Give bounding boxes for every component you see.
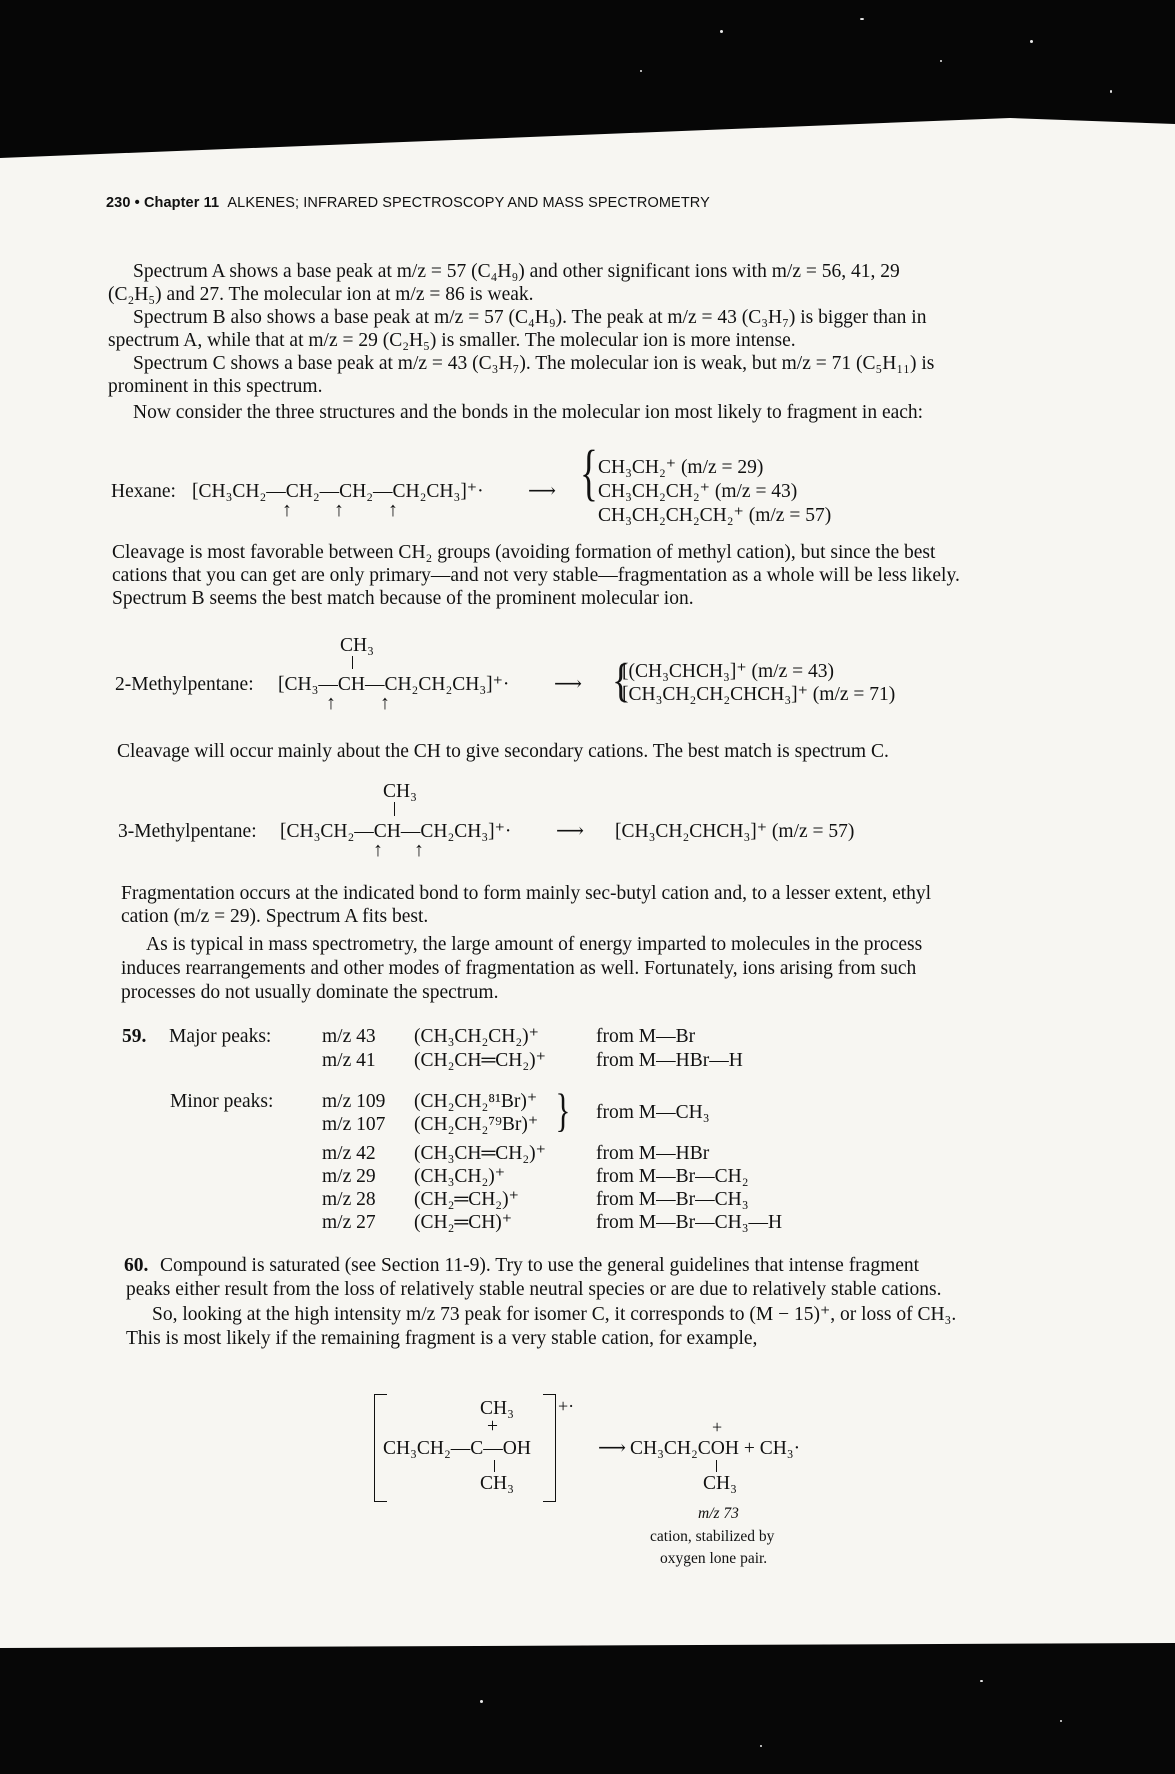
- paragraph-line: Spectrum C shows a base peak at m/z = 43 (C₃H₇). The molecular ion is weak, but m/z = 71 (C₅H₁₁) is: [133, 353, 935, 374]
- right-bracket-icon: [543, 1394, 556, 1502]
- major-peaks-label: Major peaks:: [169, 1026, 272, 1047]
- peak-origin: from M—Br—CH₂: [596, 1166, 749, 1187]
- methylpentane2-formula: [CH₃—CH—CH₂CH₂CH₃]⁺·: [278, 674, 510, 695]
- scan-speck: [480, 1700, 483, 1703]
- methylpentane3-formula: [CH₃CH₂—CH—CH₂CH₃]⁺·: [280, 821, 512, 842]
- fragment-caption: oxygen lone pair.: [660, 1550, 768, 1567]
- paragraph-line: spectrum A, while that at m/z = 29 (C₂H₅) is smaller. The molecular ion is more intense.: [108, 330, 796, 351]
- methylpentane3-label: 3-Methylpentane:: [118, 821, 257, 842]
- scan-speck: [760, 1745, 762, 1747]
- peak-origin: from M—CH₃: [596, 1102, 710, 1123]
- scan-speck: [640, 70, 642, 72]
- fragment-mz: m/z 73: [698, 1505, 739, 1522]
- paragraph-line: Fragmentation occurs at the indicated bond to form mainly sec-butyl cation and, to a lesser extent, ethyl: [121, 883, 932, 904]
- peak-ion: (CH₃CH═CH₂)⁺: [414, 1143, 546, 1164]
- cleavage-arrow-icon: ↑: [373, 839, 383, 861]
- bond-line: [394, 802, 395, 816]
- left-brace-icon: {: [611, 655, 630, 707]
- page-number: 230: [106, 195, 131, 211]
- peak-mz: m/z 29: [322, 1166, 376, 1187]
- scan-speck: [860, 18, 864, 20]
- problem-number: 60.: [124, 1255, 149, 1276]
- peak-mz: m/z 107: [322, 1114, 386, 1135]
- peak-origin: from M—HBr—H: [596, 1050, 743, 1071]
- peak-origin: from M—Br—CH₃—H: [596, 1212, 783, 1233]
- reaction-arrow: ⟶: [528, 481, 556, 502]
- reaction-arrow: ⟶: [554, 674, 582, 695]
- scan-speck: [1060, 1720, 1062, 1722]
- left-brace-icon: {: [579, 439, 598, 507]
- methyl-substituent: CH₃: [480, 1398, 514, 1419]
- peak-ion: (CH₂═CH)⁺: [414, 1212, 513, 1233]
- methyl-substituent: CH₃: [383, 781, 417, 802]
- paragraph-line: Spectrum A shows a base peak at m/z = 57 (C₄H₉) and other significant ions with m/z = 56, 41, 29: [133, 261, 900, 282]
- reaction-arrow: ⟶: [598, 1438, 626, 1459]
- scan-speck: [940, 60, 942, 62]
- bond-line: [352, 656, 353, 669]
- peak-ion: (CH₂═CH₂)⁺: [414, 1189, 519, 1210]
- cleavage-cross-icon: +: [487, 1416, 498, 1437]
- paragraph-line: prominent in this spectrum.: [108, 376, 323, 397]
- peak-mz: m/z 27: [322, 1212, 376, 1233]
- peak-ion: (CH₂CH₂⁸¹Br)⁺: [414, 1091, 538, 1112]
- bond-line: [494, 1460, 495, 1472]
- peak-origin: from M—HBr: [596, 1143, 710, 1164]
- product-ion: [CH₃CH₂CH₂CHCH₃]⁺ (m/z = 71): [622, 684, 896, 705]
- peak-origin: from M—Br: [596, 1026, 696, 1047]
- paragraph-line: (C₂H₅) and 27. The molecular ion at m/z = 86 is weak.: [108, 284, 534, 305]
- peak-ion: (CH₃CH₂CH₂)⁺: [414, 1026, 539, 1047]
- paragraph-line: Spectrum B seems the best match because of the prominent molecular ion.: [112, 588, 694, 609]
- paragraph-line: Compound is saturated (see Section 11-9). Try to use the general guidelines that intense fragment: [160, 1255, 920, 1276]
- peak-ion: (CH₂CH₂⁷⁹Br)⁺: [414, 1114, 539, 1135]
- paragraph-line: processes do not usually dominate the spectrum.: [121, 982, 499, 1003]
- hexane-label: Hexane:: [111, 481, 176, 502]
- paragraph-line: peaks either result from the loss of relatively stable neutral species or are due to relatively stable cations.: [126, 1279, 942, 1300]
- paragraph-line: Cleavage will occur mainly about the CH to give secondary cations. The best match is spectrum C.: [117, 741, 889, 762]
- methyl-substituent: CH₃: [703, 1473, 737, 1494]
- peak-mz: m/z 28: [322, 1189, 376, 1210]
- peak-mz: m/z 42: [322, 1143, 376, 1164]
- scan-speck: [1110, 90, 1112, 93]
- peak-mz: m/z 109: [322, 1091, 386, 1112]
- methyl-substituent: CH₃: [480, 1473, 514, 1494]
- cleavage-arrow-icon: ↑: [380, 692, 390, 714]
- paragraph-line: Now consider the three structures and the bonds in the molecular ion most likely to fragment in each:: [133, 402, 924, 423]
- bond-line: [716, 1460, 717, 1472]
- fragment-products: CH₃CH₂COH + CH₃·: [630, 1438, 801, 1459]
- cleavage-arrow-icon: ↑: [282, 499, 292, 521]
- chapter-title: ALKENES; INFRARED SPECTROSCOPY AND MASS SPECTROMETRY: [227, 195, 710, 211]
- paragraph-line: cation (m/z = 29). Spectrum A fits best.: [121, 906, 429, 927]
- peak-origin: from M—Br—CH₃: [596, 1189, 749, 1210]
- peak-ion: (CH₃CH₂)⁺: [414, 1166, 506, 1187]
- methylpentane2-label: 2-Methylpentane:: [115, 674, 254, 695]
- fragment-caption: cation, stabilized by: [650, 1528, 775, 1545]
- problem-number: 59.: [122, 1026, 147, 1047]
- paragraph-line: Spectrum B also shows a base peak at m/z = 57 (C₄H₉). The peak at m/z = 43 (C₃H₇) is bigger than in: [133, 307, 927, 328]
- paragraph-line: cations that you can get are only primary—and not very stable—fragmentation as a whole will be less likely.: [112, 565, 960, 586]
- paragraph-line: This is most likely if the remaining fragment is a very stable cation, for example,: [126, 1328, 758, 1349]
- product-ion: CH₃CH₂⁺ (m/z = 29): [598, 457, 764, 478]
- reaction-arrow: ⟶: [556, 821, 584, 842]
- running-header: [106, 195, 710, 211]
- cleavage-arrow-icon: ↑: [326, 692, 336, 714]
- paragraph-line: induces rearrangements and other modes of fragmentation as well. Fortunately, ions arising from such: [121, 958, 917, 979]
- peak-mz: m/z 41: [322, 1050, 376, 1071]
- hexane-formula: [CH₃CH₂—CH₂—CH₂—CH₂CH₃]⁺·: [192, 481, 484, 502]
- scan-background-bottom: [0, 1640, 1175, 1774]
- paragraph-line: As is typical in mass spectrometry, the large amount of energy imparted to molecules in the process: [146, 934, 923, 955]
- scan-speck: [720, 30, 723, 33]
- product-ion: [CH₃CH₂CHCH₃]⁺ (m/z = 57): [615, 821, 855, 842]
- cleavage-arrow-icon: ↑: [334, 499, 344, 521]
- cleavage-arrow-icon: ↑: [388, 499, 398, 521]
- minor-peaks-label: Minor peaks:: [170, 1091, 274, 1112]
- right-brace-icon: }: [555, 1085, 571, 1137]
- chapter-label: Chapter 11: [143, 195, 220, 211]
- cleavage-arrow-icon: ↑: [414, 839, 424, 861]
- product-ion: CH₃CH₂CH₂CH₂⁺ (m/z = 57): [598, 505, 832, 526]
- peak-ion: (CH₂CH═CH₂)⁺: [414, 1050, 546, 1071]
- scan-speck: [1030, 40, 1033, 43]
- product-charge: +: [712, 1417, 723, 1437]
- paragraph-line: So, looking at the high intensity m/z 73 peak for isomer C, it corresponds to (M − 15)⁺, or loss of CH₃.: [152, 1304, 957, 1325]
- product-ion: CH₃CH₂CH₂⁺ (m/z = 43): [598, 481, 798, 502]
- product-ion: [(CH₃CHCH₃]⁺ (m/z = 43): [622, 661, 834, 682]
- peak-mz: m/z 43: [322, 1026, 376, 1047]
- alcohol-formula: CH₃CH₂—C—OH: [383, 1438, 531, 1459]
- radical-cation-charge: +·: [558, 1396, 575, 1416]
- methyl-substituent: CH₃: [340, 635, 374, 656]
- paragraph-line: Cleavage is most favorable between CH₂ groups (avoiding formation of methyl cation), but since the best: [112, 542, 936, 563]
- scan-speck: [980, 1680, 983, 1682]
- header-bullet: •: [134, 195, 140, 211]
